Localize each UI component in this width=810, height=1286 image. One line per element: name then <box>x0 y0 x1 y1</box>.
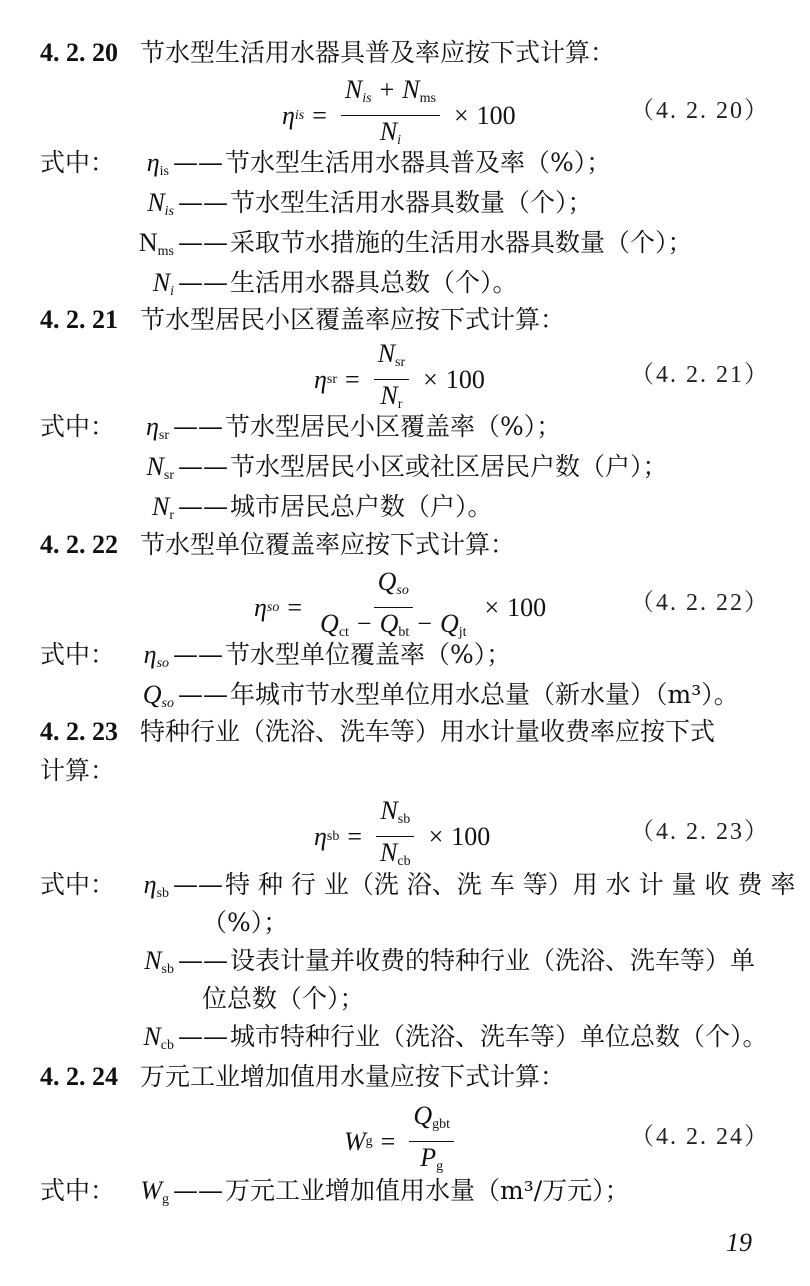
equation-number: （4. 2. 24） <box>630 1124 770 1150</box>
equation-number: （4. 2. 22） <box>630 590 770 616</box>
section-number: 4. 2. 24 <box>40 1062 118 1091</box>
section-text: 节水型生活用水器具普及率应按下式计算： <box>140 38 616 67</box>
section-heading-4-2-21 <box>40 305 565 335</box>
page-number: 19 <box>726 1228 752 1257</box>
definition-row: 式中： $W_g$ —— 万元工业增加值用水量（m³/万元）； <box>40 1176 630 1207</box>
equation-4-2-23 <box>0 796 810 869</box>
section-heading-4-2-22 <box>40 530 515 560</box>
definition-row: $N_i$ —— 生活用水器具总数（个）。 <box>152 268 518 299</box>
section-number: 4. 2. 21 <box>40 305 118 334</box>
definition-continued: 位总数（个）； <box>202 984 365 1013</box>
equation-4-2-21 <box>0 339 810 412</box>
equation-4-2-22 <box>0 567 810 640</box>
definition-row: $N_{sb}$ —— 设表计量并收费的特种行业（洗浴、洗车等）单 <box>144 946 756 977</box>
section-number: 4. 2. 23 <box>40 717 118 746</box>
equation-4-2-20 <box>0 75 810 148</box>
formula: η so = $\frac{Q_{so}}{Q_{ct} - Q_{bt} - Q_{jt}}$ × 100 <box>254 567 547 640</box>
definition-row: $N_{sr}$ —— 节水型居民小区或社区居民户数（户）； <box>146 452 668 483</box>
definition-row: $N_{ms}$ —— 采取节水措施的生活用水器具数量（个）； <box>138 228 693 259</box>
formula: η sb = $\frac{N_{sb}}{N_{cb}}$ × 100 <box>314 796 491 869</box>
section-text-continued: 计算： <box>40 756 116 785</box>
section-text: 节水型单位覆盖率应按下式计算： <box>140 530 516 559</box>
section-text: 万元工业增加值用水量应按下式计算： <box>140 1062 566 1091</box>
formula: η sr = $\frac{N_{sr}}{N_r}$ × 100 <box>314 339 485 412</box>
definition-row: 式中： $\eta_{sr}$ —— 节水型居民小区覆盖率（%）； <box>40 412 562 443</box>
section-number: 4. 2. 20 <box>40 38 118 67</box>
equation-4-2-24 <box>0 1101 810 1174</box>
definition-row: 式中： $\eta_{sb}$ —— 特 种 行 业（洗 浴、洗 车 等）用 水 计 量 收 费 率 <box>40 870 796 901</box>
definition-row: $Q_{so}$ —— 年城市节水型单位用水总量（新水量）（m³）。 <box>142 680 739 711</box>
section-heading-4-2-20 <box>40 38 615 68</box>
formula: W g = $\frac{Q_{gbt}}{P_g}$ <box>344 1102 460 1181</box>
section-number: 4. 2. 22 <box>40 530 118 559</box>
section-heading-4-2-23 <box>40 717 715 747</box>
definition-row: $N_r$ —— 城市居民总户数（户）。 <box>151 492 493 523</box>
section-text: 节水型居民小区覆盖率应按下式计算： <box>140 305 566 334</box>
definition-continued: （%）； <box>202 908 289 937</box>
definition-row: $N_{is}$ —— 节水型生活用水器具数量（个）； <box>147 188 593 219</box>
section-text: 特种行业（洗浴、洗车等）用水计量收费率应按下式 <box>140 717 716 746</box>
formula: η is = $\frac{N_{is} + N_{ms}}{N_i}$ × 100 <box>282 75 516 148</box>
definition-row: 式中： $\eta_{so}$ —— 节水型单位覆盖率（%）； <box>40 640 512 671</box>
section-heading-4-2-24 <box>40 1062 565 1092</box>
equation-number: （4. 2. 21） <box>630 362 770 388</box>
equation-number: （4. 2. 23） <box>630 819 770 845</box>
definition-row: 式中： $\eta_{is}$ —— 节水型生活用水器具普及率（%）； <box>40 148 612 179</box>
equation-number: （4. 2. 20） <box>630 98 770 124</box>
definition-row: $N_{cb}$ —— 城市特种行业（洗浴、洗车等）单位总数（个）。 <box>143 1022 768 1053</box>
